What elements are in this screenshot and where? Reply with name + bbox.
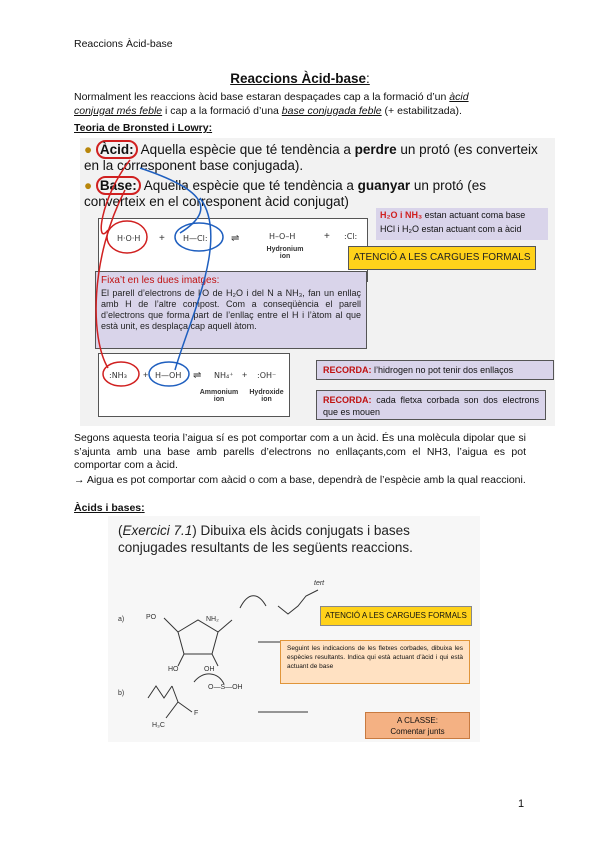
page-title: Reaccions Àcid-base: — [230, 71, 370, 86]
note-acid-base-roles: H₂O i NH₃ estan actuant coma base HCl i H₂O estan actuant com a àcid — [376, 208, 548, 240]
attention-formal-charges-2: ATENCIÓ A LES CARGUES FORMALS — [320, 606, 472, 626]
chem-f: F — [194, 710, 199, 717]
bullet-icon: ● — [84, 178, 93, 193]
slide-exercise — [108, 516, 480, 742]
svg-text:+: + — [143, 370, 149, 380]
section-heading-bronsted: Teoria de Bronsted i Lowry: — [74, 122, 213, 134]
svg-text:+: + — [159, 233, 165, 244]
svg-text:H—OH: H—OH — [155, 371, 182, 380]
in-class-box: A CLASSE: Comentar junts — [365, 712, 470, 739]
svg-text:H—Cl:: H—Cl: — [183, 234, 208, 243]
base-definition: ● Base: Aquella espècie que té tendència a guanyar un protó (es converteix en el corresponent àcid conjugat) — [84, 178, 486, 209]
svg-text:⇌: ⇌ — [231, 233, 240, 244]
chem-so3: O—S—OH — [208, 684, 243, 691]
chem-po: PO — [146, 614, 157, 621]
svg-text:⇌: ⇌ — [193, 370, 202, 381]
note-look-at-images: Fixa’t en les dues imatges: El parell d’electrons de l’O de H₂O i del N a NH₃, fan un enllaç amb H de l’altre compost. Com a conseqüència el parell d’electrons que forma part de l’enllaç entre el H i l’àtom al que està unit, es desplaça cap aquell àtom. — [95, 271, 367, 349]
chem-tert: tert — [314, 580, 325, 587]
attention-formal-charges: ATENCIÓ A LES CARGUES FORMALS — [348, 246, 536, 270]
slide-bronsted-lowry — [80, 138, 555, 426]
acid-definition: ● Àcid: Aquella espècie que té tendència a perdre un protó (es converteix en la corresponent base conjugada). — [84, 142, 538, 173]
section-heading-acids-bases: Àcids i bases: — [74, 502, 145, 514]
chem-h3c: H₃C — [152, 722, 165, 729]
ammonium-label: Ammonium ion — [199, 389, 239, 403]
intro-paragraph: Normalment les reaccions àcid base estaran despaçades cap a la formació d’un àcid conjugat més feble i cap a la formació d’una base conjugada feble (+ estabilitzada). — [74, 91, 469, 117]
recorda-hydrogen-bonds: RECORDA: l’hidrogen no pot tenir dos enllaços — [316, 360, 554, 380]
base-term: Base: — [96, 176, 141, 195]
hydroxide-label: Hydroxide ion — [249, 389, 284, 403]
svg-text::Cl:: :Cl: — [344, 232, 358, 241]
reaction-label-a: a) — [118, 616, 125, 623]
hydronium-label: Hydronium ion — [266, 246, 304, 260]
acid-term: Àcid: — [96, 140, 138, 159]
bullet-icon: ● — [84, 142, 93, 157]
svg-text::OH⁻: :OH⁻ — [257, 371, 277, 380]
svg-text:H–O–H: H–O–H — [269, 232, 296, 241]
paragraph-water-as-acid: Segons aquesta teoria l’aigua sí es pot comportar com a un àcid. És una molècula dipolar que si s’ajunta amb una base amb parells d’electrons no enllaçants,com el NH3, l’aigua es pot comportar com a àcid. — [74, 432, 526, 471]
svg-text::NH₃: :NH₃ — [109, 371, 127, 380]
instructions-box: Seguint les indicacions de les fletxes corbades, dibuixa les espècies resultants. Indica qui està actuant d’àcid i qui està actuant de base — [280, 640, 470, 684]
paragraph-water-amphoteric: → Aigua es pot comportar com aàcid o com a base, dependrà de l’espècie amb la qual reaccioni. — [74, 474, 526, 486]
chem-ho: HO — [168, 666, 179, 673]
svg-text:+: + — [242, 370, 248, 380]
svg-text:H·O·H: H·O·H — [117, 234, 141, 243]
chem-oh: OH — [204, 666, 215, 673]
page-number: 1 — [518, 798, 525, 810]
annotation-arrows — [80, 138, 555, 426]
reaction-label-b: b) — [118, 690, 125, 697]
svg-text:+: + — [324, 231, 330, 242]
recorda-curved-arrow: RECORDA: cada fletxa corbada son dos electrons que es mouen — [316, 390, 546, 420]
chem-nh2: NH₂ — [206, 616, 219, 623]
exercise-statement: (Exercici 7.1) Dibuixa els àcids conjugats i bases conjugades resultants de les següents reaccions. — [118, 523, 413, 555]
running-header: Reaccions Àcid-base — [74, 38, 173, 50]
svg-text:NH₄⁺: NH₄⁺ — [214, 371, 234, 380]
